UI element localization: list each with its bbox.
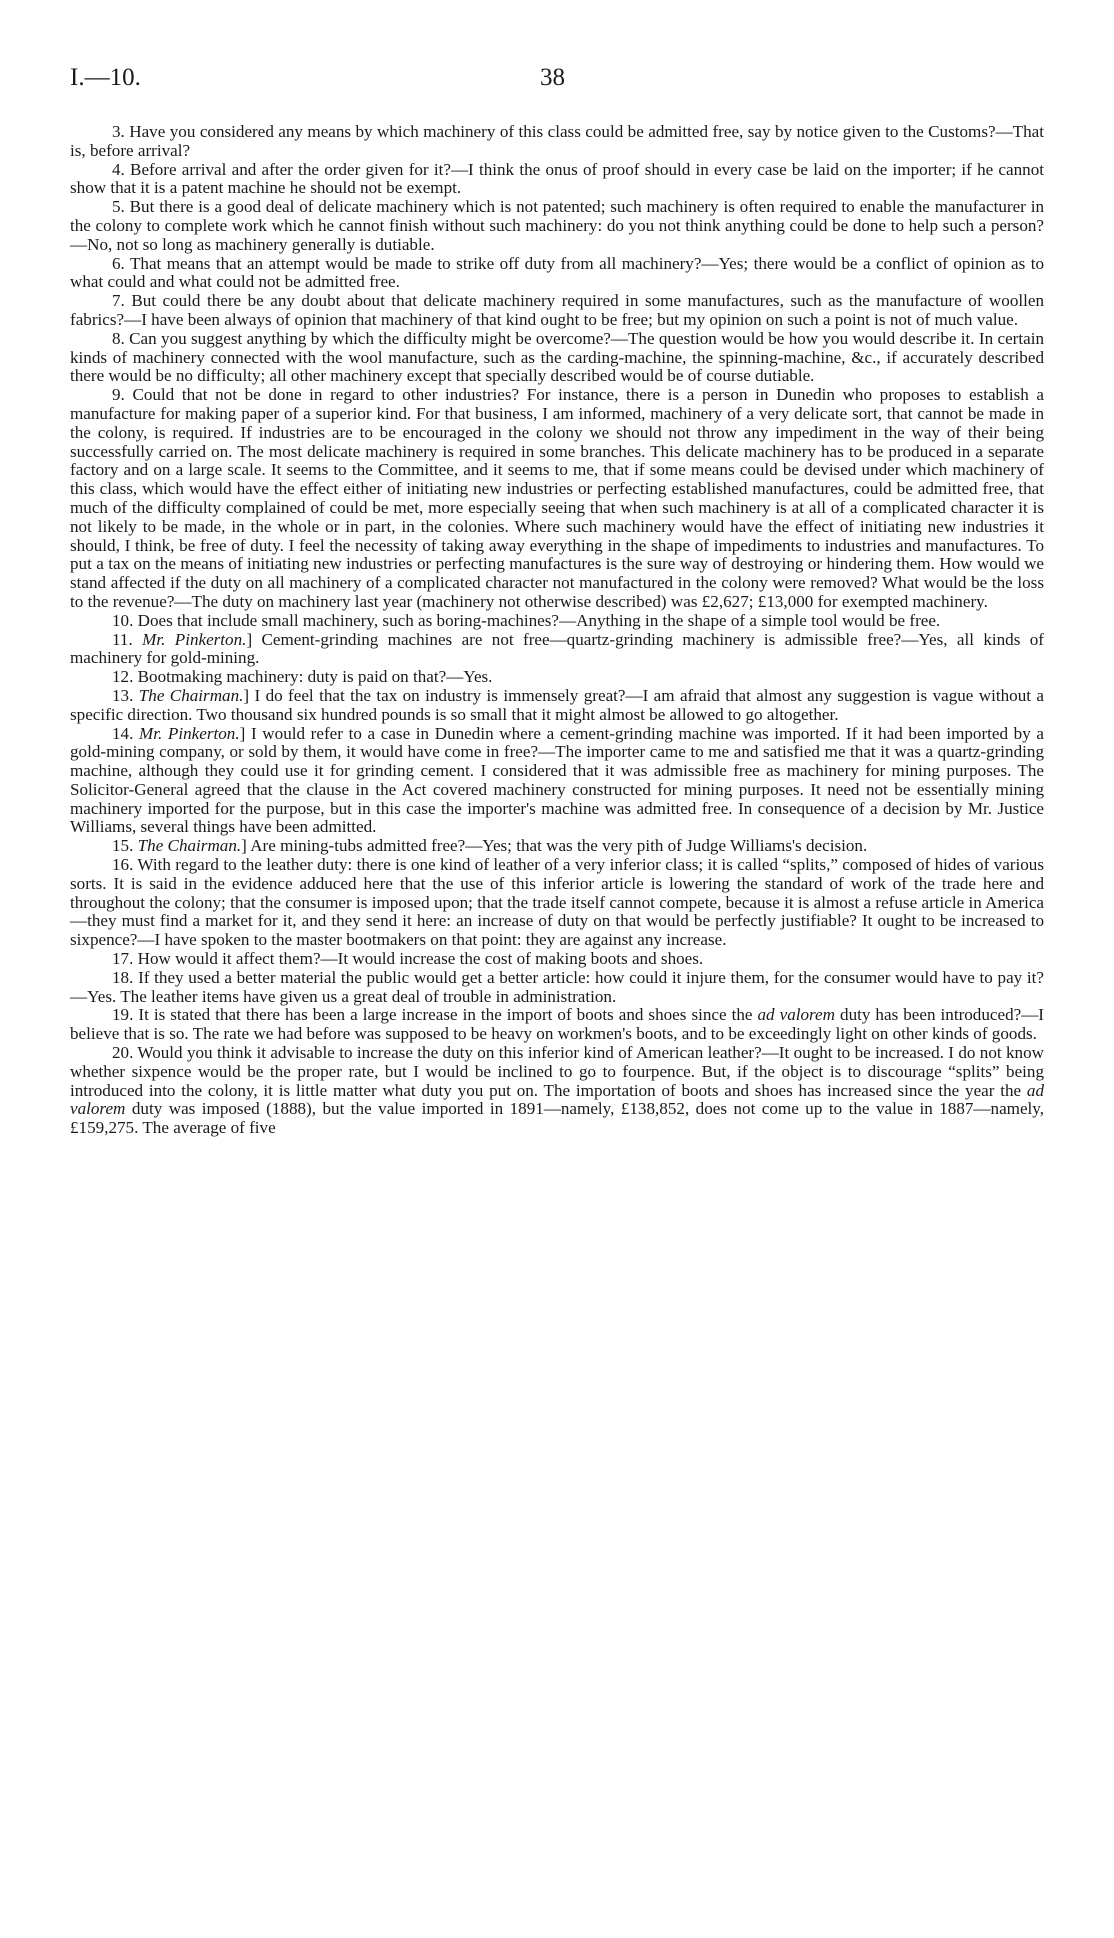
question-answer-paragraph: 8. Can you suggest anything by which the difficulty might be overcome?—The question would be how you would describe it. In certain kinds of machinery connected with the wool manufacture, such as the carding-machine, the spinning-machine, &c., if accurately described there would be no difficulty; all other machinery except that specially described would be of course dutiable.	[70, 328, 1044, 386]
question-answer-paragraph: 18. If they used a better material the public would get a better article: how could it injure them, for the consumer would have to pay it?—Yes. The leather items have given us a great deal of trouble in administration.	[70, 967, 1044, 1006]
speaker-name: Mr. Pinkerton.	[142, 629, 247, 649]
speaker-name: ad valorem	[757, 1005, 835, 1025]
page-number: 38	[540, 64, 565, 91]
speaker-name: ad valorem	[70, 1080, 1044, 1119]
question-answer-paragraph: 15. The Chairman.] Are mining-tubs admitted free?—Yes; that was the very pith of Judge Williams's decision.	[112, 836, 868, 856]
question-answer-paragraph: 12. Bootmaking machinery: duty is paid on that?—Yes.	[112, 667, 493, 687]
question-answer-paragraph: 5. But there is a good deal of delicate machinery which is not patented; such machinery is often required to enable the manufacturer in the colony to complete work which he cannot finish without such machinery: do you not think anything could be done to help such a person?—No, not so long as machinery generally is dutiable.	[70, 197, 1044, 254]
speaker-name: Mr. Pinkerton.	[139, 723, 240, 743]
page-header	[70, 64, 1060, 100]
question-answer-paragraph: 20. Would you think it advisable to increase the duty on this inferior kind of American leather?—It ought to be increased. I do not know whether sixpence would be the proper rate, but I would be inclined to go to fourpence. But, if the object is to discourage “splits” being introduced into the colony, it is little matter what duty you put on. The importation of boots and shoes has increased since the year the ad valorem duty was imposed (1888), but the value imported in 1891—namely, £138,852, does not come up to the value in 1887—namely, £159,275. The average of five	[70, 1043, 1044, 1138]
document-reference: I.—10.	[70, 64, 141, 91]
speaker-name: The Chairman.	[137, 836, 242, 856]
question-answer-paragraph: 19. It is stated that there has been a large increase in the import of boots and shoes since the ad valorem duty has been introduced?—I believe that is so. The rate we had before was supposed to be heavy on workmen's boots, and to be exceedingly light on other kinds of goods.	[70, 1005, 1044, 1044]
question-answer-paragraph: 11. Mr. Pinkerton.] Cement-grinding machines are not free—quartz-grinding machinery is admissible free?—Yes, all kinds of machinery for gold-mining.	[70, 629, 1044, 668]
question-answer-paragraph: 17. How would it affect them?—It would increase the cost of making boots and shoes.	[112, 949, 704, 969]
question-answer-paragraph: 3. Have you considered any means by which machinery of this class could be admitted free, say by notice given to the Customs?—That is, before arrival?	[70, 122, 1044, 160]
question-answer-paragraph: 6. That means that an attempt would be made to strike off duty from all machinery?—Yes; there would be a conflict of opinion as to what could and what could not be admitted free.	[70, 253, 1044, 292]
speaker-name: The Chairman.	[138, 685, 244, 705]
question-answer-paragraph: 10. Does that include small machinery, such as boring-machines?—Anything in the shape of a simple tool would be free.	[112, 610, 941, 630]
testimony-body	[70, 123, 1044, 1138]
question-answer-paragraph: 13. The Chairman.] I do feel that the tax on industry is immensely great?—I am afraid that almost any suggestion is vague without a specific direction. Two thousand six hundred pounds is so small that it might almost be allowed to go altogether.	[70, 685, 1044, 724]
question-answer-paragraph: 7. But could there be any doubt about that delicate machinery required in some manufactures, such as the manufacture of woollen fabrics?—I have been always of opinion that machinery of that kind ought to be free; but my opinion on such a point is not of much value.	[70, 291, 1044, 329]
question-answer-paragraph: 4. Before arrival and after the order given for it?—I think the onus of proof should in every case be laid on the importer; if he cannot show that it is a patent machine he should not be exempt.	[70, 159, 1044, 198]
question-answer-paragraph: 16. With regard to the leather duty: there is one kind of leather of a very inferior class; it is called “splits,” composed of hides of various sorts. It is said in the evidence adduced here that the use of this inferior article is lowering the standard of work of the trade here and throughout the colony; that the consumer is imposed upon; that the trade itself cannot compete, because it is almost a refuse article in America—they must find a market for it, and they send it here: an increase of duty on that would be perfectly justifiable? It ought to be increased to sixpence?—I have spoken to the master bootmakers on that point: they are against any increase.	[70, 855, 1044, 950]
question-answer-paragraph: 14. Mr. Pinkerton.] I would refer to a case in Dunedin where a cement-grinding machine was imported. If it had been imported by a gold-mining company, or sold by them, it would have come in free?—The importer came to me and satisfied me that it was a quartz-grinding machine, although they could use it for grinding cement. I considered that it was admissible free as machinery for mining purposes. The Solicitor-General agreed that the clause in the Act covered machinery constructed for mining purposes. It need not be essentially mining machinery imported for the purpose, but in this case the importer's machine was admitted free. In consequence of a decision by Mr. Justice Williams, several things have been admitted.	[70, 723, 1045, 837]
question-answer-paragraph: 9. Could that not be done in regard to other industries? For instance, there is a person in Dunedin who proposes to establish a manufacture for making paper of a superior kind. For that business, I am informed, machinery of a very delicate sort, that cannot be made in the colony, is required. If industries are to be encouraged in the colony we should not throw any impediment in the way of their being successfully carried on. The most delicate machinery is required in some branches. This delicate machinery has to be produced in a separate factory and on a large scale. It seems to the Committee, and it seems to me, that if some means could be devised under which machinery of this class, which would have the effect either of initiating new industries or perfecting established manufactures, could be admitted free, that much of the difficulty complained of could be met, more especially seeing that when such machinery is at all of a complicated character it is not likely to be made, in the whole or in part, in the colonies. Where such machinery would have the effect of initiating new industries it should, I think, be free of duty. I feel the necessity of taking away everything in the shape of impediments to industries and manufactures. To put a tax on the means of initiating new industries or perfecting manufactures is the sure way of destroying or hindering them. How would we stand affected if the duty on all machinery of a complicated character not manufactured in the colony were removed? What would be the loss to the revenue?—The duty on machinery last year (machinery not otherwise described) was £2,627; £13,000 for exempted machinery.	[70, 385, 1044, 611]
